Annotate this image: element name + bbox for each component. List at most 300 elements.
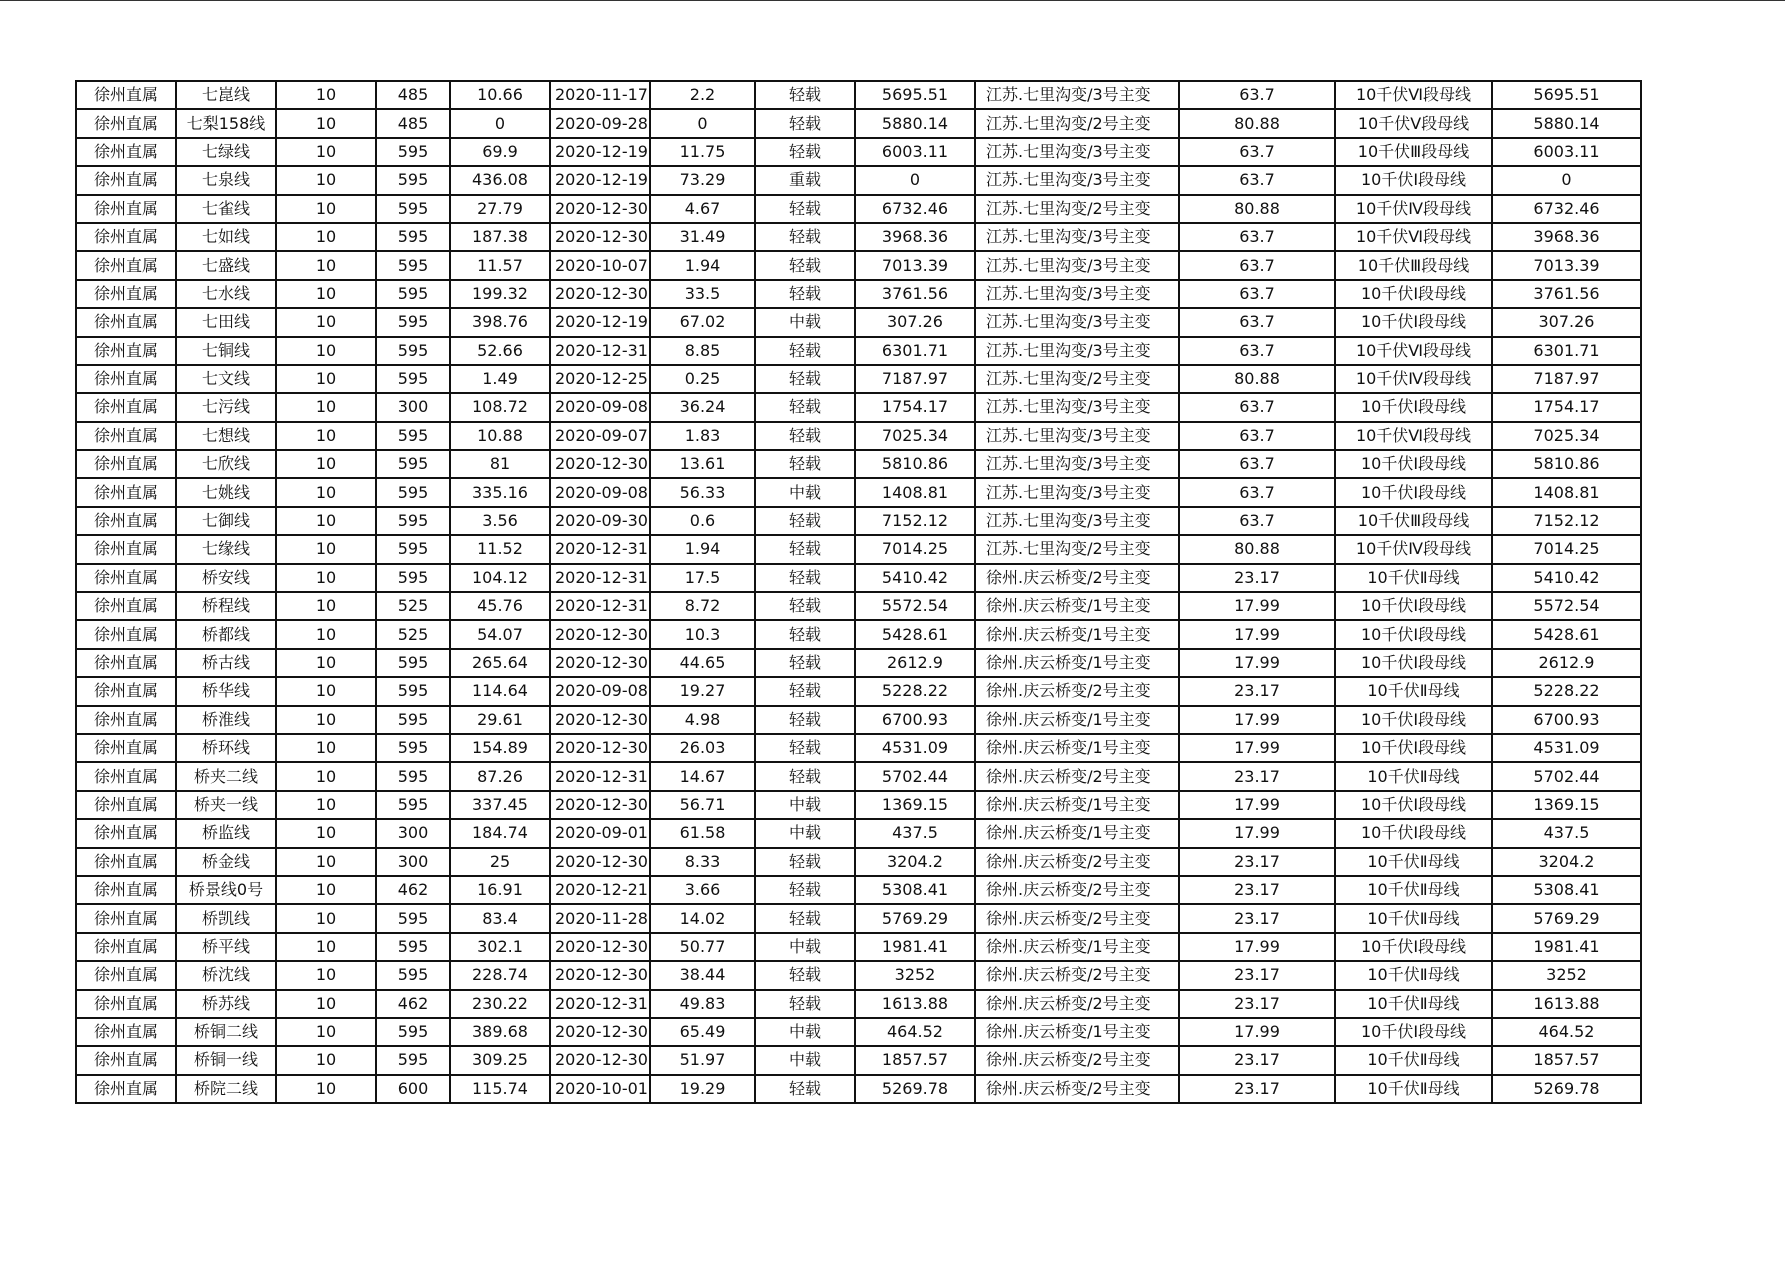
load-rate-cell: 11.75 (650, 138, 755, 166)
available-capacity-cell: 5428.61 (855, 620, 975, 648)
transformer-load-rate-cell: 23.17 (1179, 1046, 1335, 1074)
remaining-capacity-cell: 5228.22 (1492, 677, 1641, 705)
substation-transformer-cell: 江苏.七里沟变/2号主变 (975, 109, 1179, 137)
max-load-cell: 228.74 (450, 961, 550, 989)
load-rate-cell: 31.49 (650, 223, 755, 251)
load-status-cell: 中载 (755, 478, 855, 506)
feeder-name-cell: 七水线 (176, 280, 276, 308)
capacity-cell: 485 (376, 109, 450, 137)
transformer-load-rate-cell: 17.99 (1179, 791, 1335, 819)
load-rate-cell: 19.27 (650, 677, 755, 705)
voltage-cell: 10 (276, 791, 376, 819)
capacity-cell: 595 (376, 649, 450, 677)
table-row (76, 365, 1641, 393)
voltage-cell: 10 (276, 308, 376, 336)
unit-cell: 徐州直属 (76, 223, 176, 251)
date-cell: 2020-12-30 (550, 961, 650, 989)
load-rate-cell: 4.98 (650, 706, 755, 734)
substation-transformer-cell: 江苏.七里沟变/3号主变 (975, 337, 1179, 365)
substation-transformer-cell: 江苏.七里沟变/3号主变 (975, 138, 1179, 166)
load-rate-cell: 61.58 (650, 819, 755, 847)
bus-section-cell: 10千伏Ⅰ段母线 (1335, 308, 1492, 336)
transformer-load-rate-cell: 63.7 (1179, 166, 1335, 194)
feeder-name-cell: 七文线 (176, 365, 276, 393)
substation-transformer-cell: 徐州.庆云桥变/1号主变 (975, 592, 1179, 620)
table-row (76, 337, 1641, 365)
voltage-cell: 10 (276, 450, 376, 478)
capacity-cell: 300 (376, 848, 450, 876)
capacity-cell: 462 (376, 876, 450, 904)
capacity-cell: 595 (376, 138, 450, 166)
date-cell: 2020-12-30 (550, 1046, 650, 1074)
load-status-cell: 轻载 (755, 649, 855, 677)
load-rate-cell: 67.02 (650, 308, 755, 336)
table-row (76, 223, 1641, 251)
feeder-name-cell: 桥监线 (176, 819, 276, 847)
bus-section-cell: 10千伏Ⅵ段母线 (1335, 223, 1492, 251)
load-rate-cell: 13.61 (650, 450, 755, 478)
available-capacity-cell: 1369.15 (855, 791, 975, 819)
table-row (76, 195, 1641, 223)
unit-cell: 徐州直属 (76, 1046, 176, 1074)
max-load-cell: 114.64 (450, 677, 550, 705)
substation-transformer-cell: 徐州.庆云桥变/2号主变 (975, 564, 1179, 592)
max-load-cell: 0 (450, 109, 550, 137)
capacity-cell: 595 (376, 961, 450, 989)
feeder-name-cell: 桥都线 (176, 620, 276, 648)
feeder-name-cell: 桥金线 (176, 848, 276, 876)
remaining-capacity-cell: 3252 (1492, 961, 1641, 989)
available-capacity-cell: 7025.34 (855, 422, 975, 450)
substation-transformer-cell: 徐州.庆云桥变/2号主变 (975, 762, 1179, 790)
unit-cell: 徐州直属 (76, 81, 176, 109)
capacity-cell: 595 (376, 280, 450, 308)
available-capacity-cell: 1857.57 (855, 1046, 975, 1074)
load-rate-cell: 0 (650, 109, 755, 137)
max-load-cell: 25 (450, 848, 550, 876)
table-row (76, 762, 1641, 790)
substation-transformer-cell: 江苏.七里沟变/3号主变 (975, 507, 1179, 535)
available-capacity-cell: 5572.54 (855, 592, 975, 620)
substation-transformer-cell: 徐州.庆云桥变/2号主变 (975, 848, 1179, 876)
bus-section-cell: 10千伏Ⅱ母线 (1335, 990, 1492, 1018)
remaining-capacity-cell: 1408.81 (1492, 478, 1641, 506)
bus-section-cell: 10千伏Ⅰ段母线 (1335, 166, 1492, 194)
load-status-cell: 轻载 (755, 223, 855, 251)
substation-transformer-cell: 江苏.七里沟变/3号主变 (975, 393, 1179, 421)
remaining-capacity-cell: 6700.93 (1492, 706, 1641, 734)
load-rate-cell: 10.3 (650, 620, 755, 648)
available-capacity-cell: 5702.44 (855, 762, 975, 790)
load-rate-cell: 56.71 (650, 791, 755, 819)
capacity-cell: 595 (376, 195, 450, 223)
remaining-capacity-cell: 5308.41 (1492, 876, 1641, 904)
substation-transformer-cell: 徐州.庆云桥变/2号主变 (975, 904, 1179, 932)
unit-cell: 徐州直属 (76, 620, 176, 648)
load-rate-cell: 56.33 (650, 478, 755, 506)
voltage-cell: 10 (276, 564, 376, 592)
unit-cell: 徐州直属 (76, 876, 176, 904)
available-capacity-cell: 6301.71 (855, 337, 975, 365)
substation-transformer-cell: 徐州.庆云桥变/1号主变 (975, 791, 1179, 819)
date-cell: 2020-12-30 (550, 620, 650, 648)
remaining-capacity-cell: 3204.2 (1492, 848, 1641, 876)
voltage-cell: 10 (276, 109, 376, 137)
capacity-cell: 595 (376, 337, 450, 365)
transformer-load-rate-cell: 80.88 (1179, 535, 1335, 563)
load-status-cell: 轻载 (755, 677, 855, 705)
load-status-cell: 轻载 (755, 280, 855, 308)
substation-transformer-cell: 江苏.七里沟变/3号主变 (975, 280, 1179, 308)
load-status-cell: 轻载 (755, 337, 855, 365)
remaining-capacity-cell: 5428.61 (1492, 620, 1641, 648)
date-cell: 2020-10-01 (550, 1075, 650, 1103)
max-load-cell: 16.91 (450, 876, 550, 904)
table-row (76, 592, 1641, 620)
remaining-capacity-cell: 7187.97 (1492, 365, 1641, 393)
voltage-cell: 10 (276, 422, 376, 450)
load-status-cell: 轻载 (755, 592, 855, 620)
bus-section-cell: 10千伏Ⅰ段母线 (1335, 280, 1492, 308)
voltage-cell: 10 (276, 620, 376, 648)
load-rate-cell: 50.77 (650, 933, 755, 961)
table-row (76, 961, 1641, 989)
feeder-name-cell: 七田线 (176, 308, 276, 336)
transformer-load-rate-cell: 63.7 (1179, 450, 1335, 478)
substation-transformer-cell: 徐州.庆云桥变/2号主变 (975, 1075, 1179, 1103)
bus-section-cell: 10千伏Ⅲ段母线 (1335, 138, 1492, 166)
load-status-cell: 轻载 (755, 109, 855, 137)
table-row (76, 819, 1641, 847)
load-status-cell: 中载 (755, 933, 855, 961)
available-capacity-cell: 5695.51 (855, 81, 975, 109)
voltage-cell: 10 (276, 933, 376, 961)
table-row (76, 706, 1641, 734)
table-row (76, 564, 1641, 592)
voltage-cell: 10 (276, 819, 376, 847)
feeder-name-cell: 桥凯线 (176, 904, 276, 932)
substation-transformer-cell: 徐州.庆云桥变/1号主变 (975, 734, 1179, 762)
unit-cell: 徐州直属 (76, 109, 176, 137)
transformer-load-rate-cell: 23.17 (1179, 1075, 1335, 1103)
max-load-cell: 436.08 (450, 166, 550, 194)
unit-cell: 徐州直属 (76, 535, 176, 563)
transformer-load-rate-cell: 23.17 (1179, 961, 1335, 989)
max-load-cell: 11.52 (450, 535, 550, 563)
date-cell: 2020-12-30 (550, 706, 650, 734)
date-cell: 2020-12-30 (550, 649, 650, 677)
voltage-cell: 10 (276, 280, 376, 308)
substation-transformer-cell: 江苏.七里沟变/3号主变 (975, 450, 1179, 478)
voltage-cell: 10 (276, 337, 376, 365)
available-capacity-cell: 7187.97 (855, 365, 975, 393)
feeder-name-cell: 七绿线 (176, 138, 276, 166)
feeder-name-cell: 桥夹一线 (176, 791, 276, 819)
available-capacity-cell: 7152.12 (855, 507, 975, 535)
table-row (76, 990, 1641, 1018)
table-row (76, 422, 1641, 450)
unit-cell: 徐州直属 (76, 393, 176, 421)
max-load-cell: 1.49 (450, 365, 550, 393)
table-row (76, 904, 1641, 932)
load-status-cell: 轻载 (755, 620, 855, 648)
substation-transformer-cell: 徐州.庆云桥变/1号主变 (975, 819, 1179, 847)
feeder-name-cell: 桥景线0号 (176, 876, 276, 904)
transformer-load-rate-cell: 63.7 (1179, 251, 1335, 279)
load-rate-cell: 14.67 (650, 762, 755, 790)
table-row (76, 1046, 1641, 1074)
load-rate-cell: 38.44 (650, 961, 755, 989)
date-cell: 2020-09-08 (550, 393, 650, 421)
load-rate-cell: 44.65 (650, 649, 755, 677)
available-capacity-cell: 7014.25 (855, 535, 975, 563)
transformer-load-rate-cell: 17.99 (1179, 592, 1335, 620)
substation-transformer-cell: 江苏.七里沟变/3号主变 (975, 478, 1179, 506)
available-capacity-cell: 1981.41 (855, 933, 975, 961)
remaining-capacity-cell: 5769.29 (1492, 904, 1641, 932)
load-rate-cell: 73.29 (650, 166, 755, 194)
bus-section-cell: 10千伏Ⅱ母线 (1335, 876, 1492, 904)
available-capacity-cell: 1754.17 (855, 393, 975, 421)
remaining-capacity-cell: 5880.14 (1492, 109, 1641, 137)
bus-section-cell: 10千伏Ⅰ段母线 (1335, 620, 1492, 648)
max-load-cell: 335.16 (450, 478, 550, 506)
unit-cell: 徐州直属 (76, 422, 176, 450)
table-row (76, 507, 1641, 535)
capacity-cell: 595 (376, 166, 450, 194)
unit-cell: 徐州直属 (76, 308, 176, 336)
max-load-cell: 10.66 (450, 81, 550, 109)
transformer-load-rate-cell: 63.7 (1179, 223, 1335, 251)
date-cell: 2020-12-31 (550, 535, 650, 563)
remaining-capacity-cell: 6003.11 (1492, 138, 1641, 166)
transformer-load-rate-cell: 23.17 (1179, 904, 1335, 932)
load-status-cell: 轻载 (755, 904, 855, 932)
table-row (76, 933, 1641, 961)
unit-cell: 徐州直属 (76, 195, 176, 223)
date-cell: 2020-09-28 (550, 109, 650, 137)
table-row (76, 649, 1641, 677)
capacity-cell: 595 (376, 1046, 450, 1074)
table-row (76, 251, 1641, 279)
bus-section-cell: 10千伏Ⅰ段母线 (1335, 734, 1492, 762)
bus-section-cell: 10千伏Ⅱ母线 (1335, 848, 1492, 876)
table-row (76, 308, 1641, 336)
voltage-cell: 10 (276, 1075, 376, 1103)
bus-section-cell: 10千伏Ⅰ段母线 (1335, 791, 1492, 819)
max-load-cell: 54.07 (450, 620, 550, 648)
load-rate-cell: 1.94 (650, 535, 755, 563)
load-status-cell: 轻载 (755, 81, 855, 109)
load-status-cell: 中载 (755, 819, 855, 847)
bus-section-cell: 10千伏Ⅱ母线 (1335, 564, 1492, 592)
load-status-cell: 中载 (755, 1046, 855, 1074)
max-load-cell: 398.76 (450, 308, 550, 336)
date-cell: 2020-12-30 (550, 1018, 650, 1046)
bus-section-cell: 10千伏Ⅳ段母线 (1335, 195, 1492, 223)
remaining-capacity-cell: 7013.39 (1492, 251, 1641, 279)
date-cell: 2020-12-31 (550, 762, 650, 790)
table-row (76, 734, 1641, 762)
substation-transformer-cell: 徐州.庆云桥变/2号主变 (975, 1046, 1179, 1074)
substation-transformer-cell: 江苏.七里沟变/3号主变 (975, 251, 1179, 279)
load-rate-cell: 0.25 (650, 365, 755, 393)
load-status-cell: 轻载 (755, 251, 855, 279)
capacity-cell: 595 (376, 223, 450, 251)
voltage-cell: 10 (276, 365, 376, 393)
bus-section-cell: 10千伏Ⅲ段母线 (1335, 251, 1492, 279)
substation-transformer-cell: 江苏.七里沟变/3号主变 (975, 81, 1179, 109)
bus-section-cell: 10千伏Ⅱ母线 (1335, 677, 1492, 705)
transformer-load-rate-cell: 23.17 (1179, 990, 1335, 1018)
capacity-cell: 595 (376, 478, 450, 506)
voltage-cell: 10 (276, 166, 376, 194)
unit-cell: 徐州直属 (76, 904, 176, 932)
voltage-cell: 10 (276, 706, 376, 734)
transformer-load-rate-cell: 63.7 (1179, 422, 1335, 450)
available-capacity-cell: 5228.22 (855, 677, 975, 705)
voltage-cell: 10 (276, 223, 376, 251)
date-cell: 2020-12-30 (550, 848, 650, 876)
transformer-load-rate-cell: 80.88 (1179, 365, 1335, 393)
load-status-cell: 中载 (755, 1018, 855, 1046)
substation-transformer-cell: 徐州.庆云桥变/1号主变 (975, 933, 1179, 961)
bus-section-cell: 10千伏Ⅰ段母线 (1335, 933, 1492, 961)
feeder-name-cell: 桥铜二线 (176, 1018, 276, 1046)
feeder-name-cell: 七想线 (176, 422, 276, 450)
voltage-cell: 10 (276, 195, 376, 223)
available-capacity-cell: 6003.11 (855, 138, 975, 166)
feeder-load-table (75, 80, 1642, 1104)
capacity-cell: 595 (376, 365, 450, 393)
substation-transformer-cell: 徐州.庆云桥变/1号主变 (975, 649, 1179, 677)
feeder-name-cell: 桥院二线 (176, 1075, 276, 1103)
feeder-name-cell: 七梨158线 (176, 109, 276, 137)
remaining-capacity-cell: 5269.78 (1492, 1075, 1641, 1103)
max-load-cell: 104.12 (450, 564, 550, 592)
voltage-cell: 10 (276, 649, 376, 677)
capacity-cell: 595 (376, 933, 450, 961)
bus-section-cell: 10千伏Ⅱ母线 (1335, 1075, 1492, 1103)
available-capacity-cell: 7013.39 (855, 251, 975, 279)
remaining-capacity-cell: 4531.09 (1492, 734, 1641, 762)
feeder-name-cell: 七泉线 (176, 166, 276, 194)
unit-cell: 徐州直属 (76, 592, 176, 620)
max-load-cell: 389.68 (450, 1018, 550, 1046)
date-cell: 2020-11-28 (550, 904, 650, 932)
max-load-cell: 81 (450, 450, 550, 478)
load-status-cell: 重载 (755, 166, 855, 194)
voltage-cell: 10 (276, 904, 376, 932)
voltage-cell: 10 (276, 138, 376, 166)
available-capacity-cell: 5410.42 (855, 564, 975, 592)
feeder-name-cell: 七御线 (176, 507, 276, 535)
transformer-load-rate-cell: 23.17 (1179, 677, 1335, 705)
unit-cell: 徐州直属 (76, 1018, 176, 1046)
bus-section-cell: 10千伏Ⅱ母线 (1335, 762, 1492, 790)
substation-transformer-cell: 江苏.七里沟变/3号主变 (975, 308, 1179, 336)
date-cell: 2020-12-30 (550, 791, 650, 819)
capacity-cell: 595 (376, 507, 450, 535)
capacity-cell: 595 (376, 677, 450, 705)
feeder-name-cell: 桥程线 (176, 592, 276, 620)
voltage-cell: 10 (276, 478, 376, 506)
date-cell: 2020-12-19 (550, 138, 650, 166)
remaining-capacity-cell: 7025.34 (1492, 422, 1641, 450)
capacity-cell: 595 (376, 762, 450, 790)
load-status-cell: 轻载 (755, 195, 855, 223)
bus-section-cell: 10千伏Ⅳ段母线 (1335, 535, 1492, 563)
unit-cell: 徐州直属 (76, 166, 176, 194)
unit-cell: 徐州直属 (76, 961, 176, 989)
table-row (76, 393, 1641, 421)
available-capacity-cell: 0 (855, 166, 975, 194)
table-row (76, 848, 1641, 876)
substation-transformer-cell: 江苏.七里沟变/3号主变 (975, 223, 1179, 251)
bus-section-cell: 10千伏Ⅱ母线 (1335, 961, 1492, 989)
voltage-cell: 10 (276, 1046, 376, 1074)
remaining-capacity-cell: 5572.54 (1492, 592, 1641, 620)
feeder-name-cell: 桥安线 (176, 564, 276, 592)
max-load-cell: 187.38 (450, 223, 550, 251)
load-status-cell: 轻载 (755, 365, 855, 393)
voltage-cell: 10 (276, 762, 376, 790)
bus-section-cell: 10千伏Ⅰ段母线 (1335, 819, 1492, 847)
available-capacity-cell: 1408.81 (855, 478, 975, 506)
substation-transformer-cell: 江苏.七里沟变/2号主变 (975, 195, 1179, 223)
remaining-capacity-cell: 2612.9 (1492, 649, 1641, 677)
voltage-cell: 10 (276, 81, 376, 109)
capacity-cell: 600 (376, 1075, 450, 1103)
bus-section-cell: 10千伏Ⅰ段母线 (1335, 393, 1492, 421)
remaining-capacity-cell: 5810.86 (1492, 450, 1641, 478)
bus-section-cell: 10千伏Ⅳ段母线 (1335, 365, 1492, 393)
capacity-cell: 300 (376, 393, 450, 421)
date-cell: 2020-12-30 (550, 450, 650, 478)
voltage-cell: 10 (276, 990, 376, 1018)
available-capacity-cell: 4531.09 (855, 734, 975, 762)
voltage-cell: 10 (276, 734, 376, 762)
load-rate-cell: 8.72 (650, 592, 755, 620)
available-capacity-cell: 464.52 (855, 1018, 975, 1046)
load-rate-cell: 49.83 (650, 990, 755, 1018)
transformer-load-rate-cell: 63.7 (1179, 308, 1335, 336)
table-row (76, 81, 1641, 109)
remaining-capacity-cell: 464.52 (1492, 1018, 1641, 1046)
load-rate-cell: 0.6 (650, 507, 755, 535)
substation-transformer-cell: 江苏.七里沟变/3号主变 (975, 422, 1179, 450)
load-rate-cell: 4.67 (650, 195, 755, 223)
feeder-name-cell: 桥平线 (176, 933, 276, 961)
transformer-load-rate-cell: 63.7 (1179, 478, 1335, 506)
feeder-name-cell: 七欣线 (176, 450, 276, 478)
capacity-cell: 595 (376, 904, 450, 932)
remaining-capacity-cell: 1613.88 (1492, 990, 1641, 1018)
capacity-cell: 595 (376, 308, 450, 336)
load-status-cell: 轻载 (755, 961, 855, 989)
load-rate-cell: 1.94 (650, 251, 755, 279)
voltage-cell: 10 (276, 251, 376, 279)
max-load-cell: 29.61 (450, 706, 550, 734)
table-row (76, 535, 1641, 563)
remaining-capacity-cell: 1369.15 (1492, 791, 1641, 819)
substation-transformer-cell: 徐州.庆云桥变/2号主变 (975, 961, 1179, 989)
load-rate-cell: 14.02 (650, 904, 755, 932)
unit-cell: 徐州直属 (76, 280, 176, 308)
available-capacity-cell: 1613.88 (855, 990, 975, 1018)
date-cell: 2020-12-31 (550, 564, 650, 592)
table-row (76, 1018, 1641, 1046)
